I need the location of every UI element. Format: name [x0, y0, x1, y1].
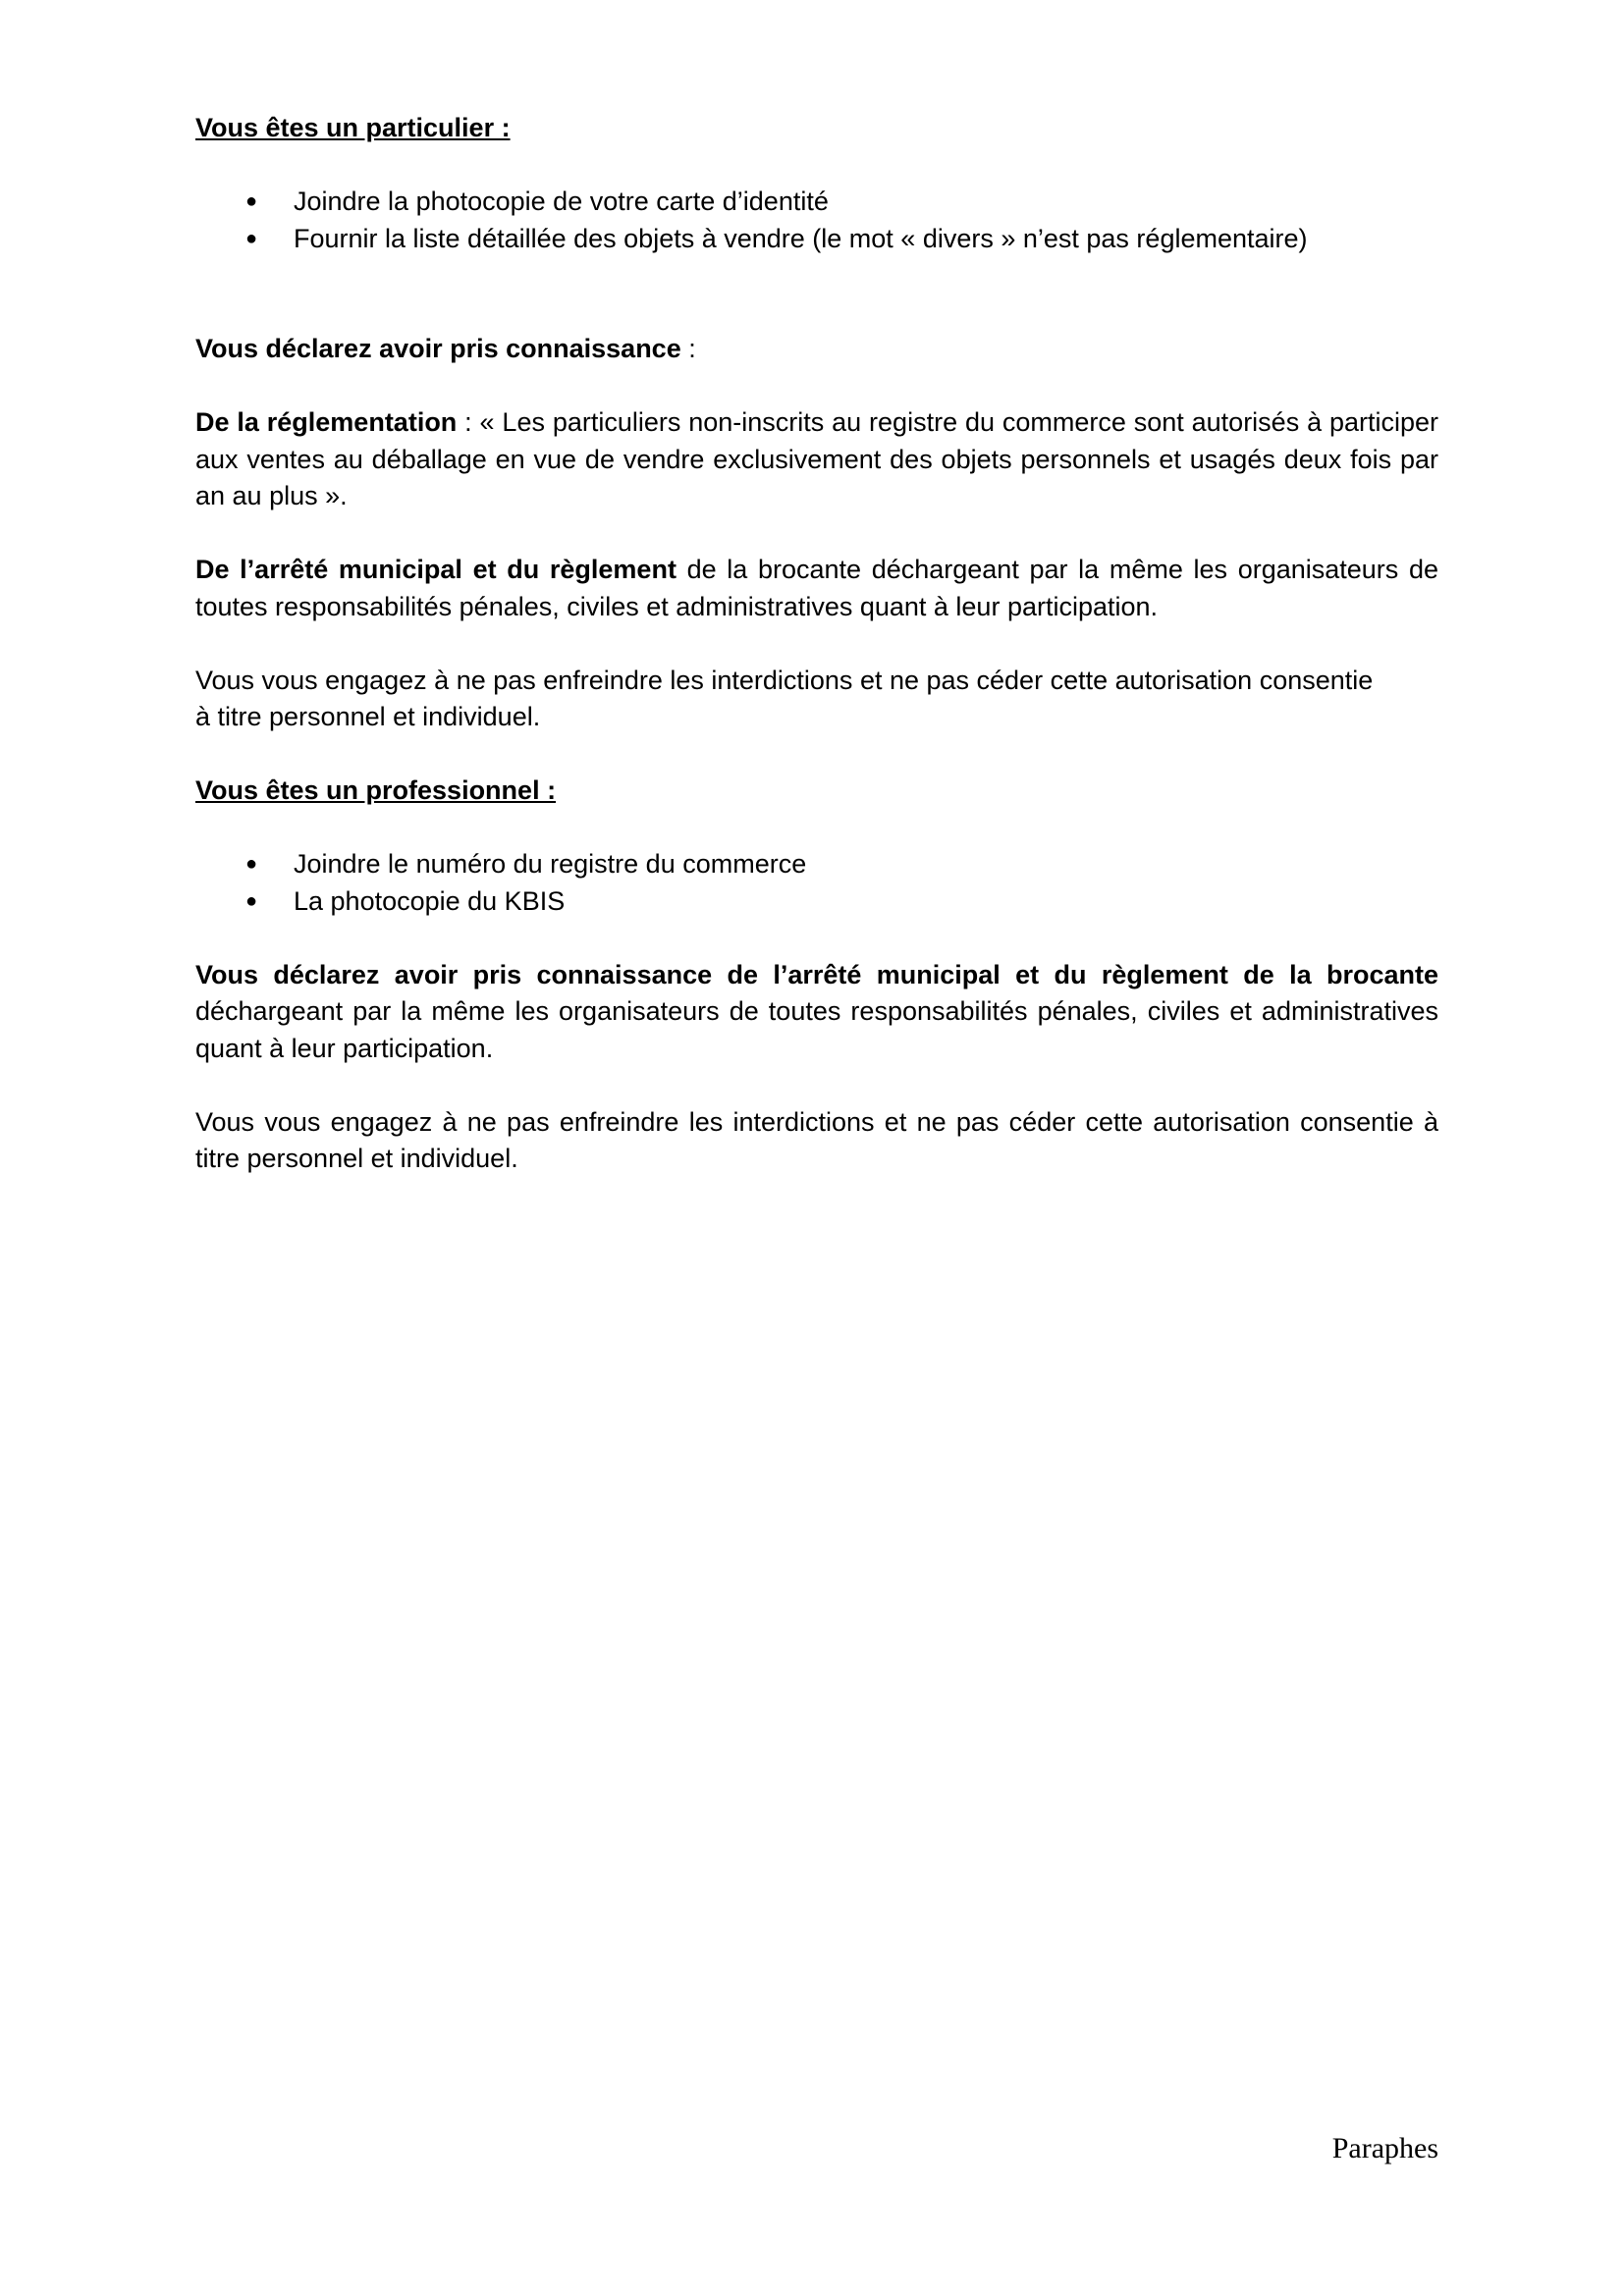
arrete-text: de la brocante déchargeant par la même les organisateurs de toutes responsabilités pénales, civiles et administratives quant à leur participation.: [195, 555, 1438, 621]
particulier-heading: Vous êtes un particulier :: [195, 113, 511, 142]
list-item-text: Joindre la photocopie de votre carte d’identité: [294, 187, 829, 216]
list-item-text: La photocopie du KBIS: [294, 885, 566, 916]
document-page: [195, 110, 1438, 1178]
list-item: [195, 221, 1438, 258]
arrete-paragraph: [195, 552, 1438, 625]
reglementation-paragraph: [195, 404, 1438, 515]
declaration-bold-text: Vous déclarez avoir pris connaissance: [195, 334, 681, 363]
spacer: [195, 1067, 1438, 1104]
bullet-icon: ●: [245, 889, 258, 912]
declaration-bold-text: Vous déclarez avoir pris connaissance de l’arrêté municipal et du règlement de la brocante: [195, 959, 1438, 989]
reglementation-text: : « Les particuliers non-inscrits au registre du commerce sont autorisés à participer aux ventes au déballage en vue de vendre exclusivement des objets personnels et usagés deux fois par an au plus ».: [195, 407, 1438, 510]
particulier-declaration: [195, 331, 1438, 368]
declaration-text: déchargeant par la même les organisateurs de toutes responsabilités pénales, civiles et administratives quant à leur participation.: [195, 996, 1438, 1063]
bullet-icon: ●: [245, 853, 258, 875]
reglementation-bold-text: De la réglementation: [195, 407, 458, 437]
paraphes-label: Paraphes: [1331, 2132, 1438, 2164]
list-item: [195, 184, 1438, 221]
list-item: [195, 883, 1438, 921]
spacer: [195, 736, 1438, 774]
particulier-engagement: [195, 663, 1438, 736]
spacer: [195, 368, 1438, 405]
arrete-bold-text: De l’arrêté municipal et du règlement: [195, 555, 677, 584]
engagement-line-2: à titre personnel et individuel.: [195, 702, 541, 731]
professionnel-declaration: [195, 957, 1438, 1068]
particulier-requirements-list: [195, 184, 1438, 257]
professionnel-heading: Vous êtes un professionnel :: [195, 775, 557, 805]
list-item-text: Joindre le numéro du registre du commerce: [294, 849, 807, 879]
list-item: [195, 846, 1438, 883]
spacer: [195, 810, 1438, 847]
spacer: [195, 625, 1438, 663]
engagement-line-1: Vous vous engagez à ne pas enfreindre les interdictions et ne pas céder cette autorisation consentie: [195, 665, 1374, 695]
spacer: [195, 257, 1438, 331]
professionnel-engagement: Vous vous engagez à ne pas enfreindre les interdictions et ne pas céder cette autorisation consentie à titre personnel et individuel.: [195, 1106, 1438, 1173]
spacer: [195, 147, 1438, 185]
list-item-text: Fournir la liste détaillée des objets à vendre (le mot « divers » n’est pas réglementaire): [294, 223, 1308, 253]
declaration-text: :: [680, 334, 696, 363]
professionnel-requirements-list: [195, 846, 1438, 920]
bullet-icon: ●: [245, 227, 258, 249]
spacer: [195, 920, 1438, 957]
bullet-icon: ●: [245, 190, 258, 212]
spacer: [195, 515, 1438, 553]
